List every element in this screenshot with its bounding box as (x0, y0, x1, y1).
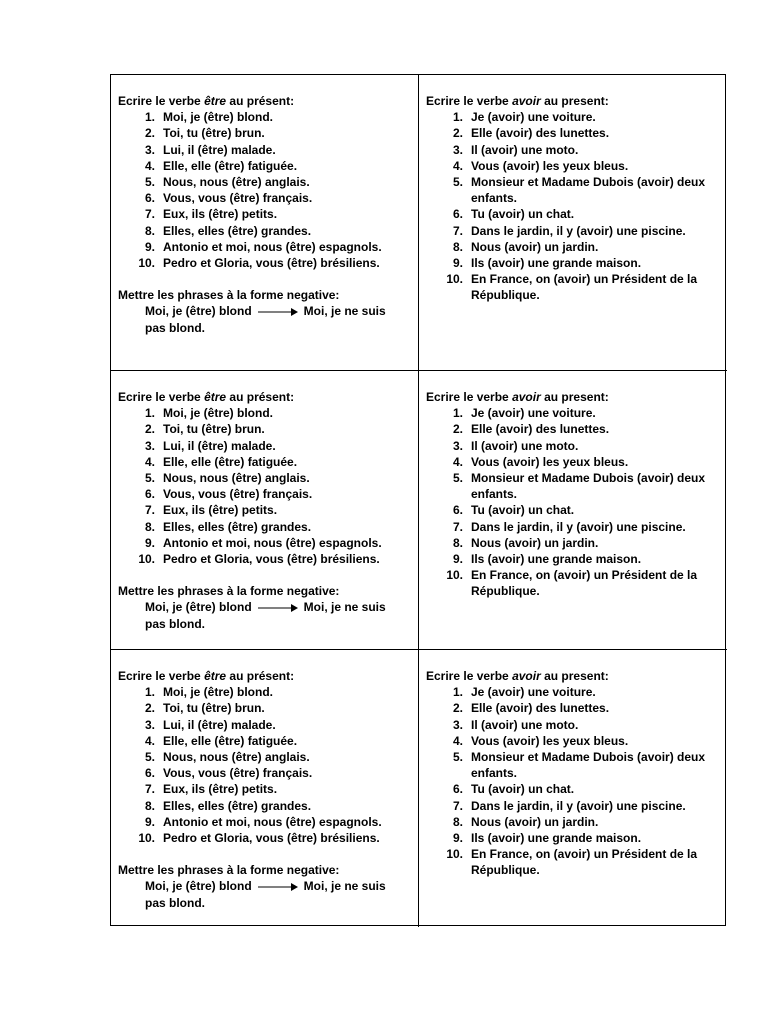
avoir-exercise-card (419, 75, 727, 371)
list-item: 9. Ils (avoir) une grande maison. (452, 552, 642, 567)
list-item: 3. Il (avoir) une moto. (452, 438, 579, 453)
list-item: 5. Monsieur et Madame Dubois (avoir) deux enfants. (452, 750, 706, 781)
avoir-exercise-title: Ecrire le verbe avoir au present: (426, 94, 609, 108)
list-item: 9. Antonio et moi, nous (être) espagnols. (144, 814, 382, 829)
etre-exercise-title: Ecrire le verbe être au présent: (118, 94, 295, 108)
list-item: 10. Pedro et Gloria, vous (être) brésiliens. (138, 552, 380, 567)
list-item: 8. Nous (avoir) un jardin. (452, 535, 599, 550)
etre-exercise-list (118, 109, 412, 271)
list-item: 8. Nous (avoir) un jardin. (452, 814, 599, 829)
list-item: 5. Nous, nous (être) anglais. (144, 750, 310, 765)
avoir-exercise-list (426, 684, 721, 878)
list-item: 7. Dans le jardin, il y (avoir) une piscine. (452, 223, 686, 238)
list-item: 10. En France, on (avoir) un Président de la République. (446, 568, 698, 599)
list-item: 2. Toi, tu (être) brun. (144, 701, 265, 716)
list-item: 4. Vous (avoir) les yeux bleus. (452, 158, 629, 173)
list-item: 5. Monsieur et Madame Dubois (avoir) deux enfants. (452, 471, 706, 502)
list-item: 8. Nous (avoir) un jardin. (452, 239, 599, 254)
list-item: 2. Toi, tu (être) brun. (144, 422, 265, 437)
etre-exercise-title: Ecrire le verbe être au présent: (118, 669, 295, 683)
etre-exercise-card (111, 75, 419, 371)
negative-form-title: Mettre les phrases à la forme negative: (118, 288, 340, 303)
list-item: 2. Elle (avoir) des lunettes. (452, 422, 610, 437)
list-item: 4. Elle, elle (être) fatiguée. (144, 158, 298, 173)
etre-exercise-card (111, 650, 419, 927)
list-item: 5. Nous, nous (être) anglais. (144, 471, 310, 486)
list-item: 7. Dans le jardin, il y (avoir) une piscine. (452, 798, 686, 813)
list-item: 10. En France, on (avoir) un Président de la République. (446, 847, 698, 878)
list-item: 8. Elles, elles (être) grandes. (144, 223, 312, 238)
list-item: 6. Tu (avoir) un chat. (452, 782, 575, 797)
list-item: 7. Eux, ils (être) petits. (144, 503, 278, 518)
list-item: 5. Monsieur et Madame Dubois (avoir) deux enfants. (452, 175, 706, 206)
negative-form-title: Mettre les phrases à la forme negative: (118, 863, 340, 878)
negative-form-title: Mettre les phrases à la forme negative: (118, 584, 340, 599)
arrow-icon (258, 307, 298, 317)
list-item: 6. Tu (avoir) un chat. (452, 503, 575, 518)
list-item: 4. Elle, elle (être) fatiguée. (144, 454, 298, 469)
list-item: 3. Lui, il (être) malade. (144, 717, 276, 732)
list-item: 1. Moi, je (être) blond. (144, 110, 273, 125)
list-item: 4. Vous (avoir) les yeux bleus. (452, 733, 629, 748)
list-item: 6. Vous, vous (être) français. (144, 487, 313, 502)
list-item: 7. Eux, ils (être) petits. (144, 207, 278, 222)
list-item: 1. Je (avoir) une voiture. (452, 685, 596, 700)
list-item: 8. Elles, elles (être) grandes. (144, 798, 312, 813)
etre-exercise-card (111, 371, 419, 650)
avoir-exercise-title: Ecrire le verbe avoir au present: (426, 669, 609, 683)
negative-example: Moi, je (être) blond Moi, je ne suis pas blond. (145, 304, 386, 335)
list-item: 10. Pedro et Gloria, vous (être) brésiliens. (138, 256, 380, 271)
list-item: 1. Moi, je (être) blond. (144, 406, 273, 421)
list-item: 3. Lui, il (être) malade. (144, 142, 276, 157)
etre-exercise-list (118, 684, 412, 846)
arrow-icon (258, 603, 298, 613)
list-item: 9. Ils (avoir) une grande maison. (452, 831, 642, 846)
list-item: 9. Ils (avoir) une grande maison. (452, 256, 642, 271)
etre-exercise-list (118, 405, 412, 567)
avoir-exercise-list (426, 405, 721, 599)
list-item: 6. Vous, vous (être) français. (144, 766, 313, 781)
list-item: 4. Elle, elle (être) fatiguée. (144, 733, 298, 748)
etre-exercise-title: Ecrire le verbe être au présent: (118, 390, 295, 404)
list-item: 1. Je (avoir) une voiture. (452, 406, 596, 421)
list-item: 3. Il (avoir) une moto. (452, 717, 579, 732)
list-item: 9. Antonio et moi, nous (être) espagnols. (144, 239, 382, 254)
list-item: 7. Eux, ils (être) petits. (144, 782, 278, 797)
list-item: 8. Elles, elles (être) grandes. (144, 519, 312, 534)
avoir-exercise-card (419, 371, 727, 650)
negative-example: Moi, je (être) blond Moi, je ne suis pas blond. (145, 879, 386, 910)
list-item: 6. Vous, vous (être) français. (144, 191, 313, 206)
list-item: 10. En France, on (avoir) un Président de la République. (446, 272, 698, 303)
list-item: 10. Pedro et Gloria, vous (être) brésiliens. (138, 831, 380, 846)
list-item: 9. Antonio et moi, nous (être) espagnols. (144, 535, 382, 550)
avoir-exercise-card (419, 650, 727, 927)
avoir-exercise-list (426, 109, 721, 303)
list-item: 7. Dans le jardin, il y (avoir) une piscine. (452, 519, 686, 534)
list-item: 2. Elle (avoir) des lunettes. (452, 701, 610, 716)
list-item: 1. Moi, je (être) blond. (144, 685, 273, 700)
list-item: 3. Lui, il (être) malade. (144, 438, 276, 453)
list-item: 3. Il (avoir) une moto. (452, 142, 579, 157)
list-item: 1. Je (avoir) une voiture. (452, 110, 596, 125)
avoir-exercise-title: Ecrire le verbe avoir au present: (426, 390, 609, 404)
list-item: 2. Elle (avoir) des lunettes. (452, 126, 610, 141)
list-item: 4. Vous (avoir) les yeux bleus. (452, 454, 629, 469)
list-item: 6. Tu (avoir) un chat. (452, 207, 575, 222)
list-item: 2. Toi, tu (être) brun. (144, 126, 265, 141)
negative-example: Moi, je (être) blond Moi, je ne suis pas blond. (145, 600, 386, 631)
worksheet-grid (110, 74, 726, 926)
list-item: 5. Nous, nous (être) anglais. (144, 175, 310, 190)
arrow-icon (258, 882, 298, 892)
